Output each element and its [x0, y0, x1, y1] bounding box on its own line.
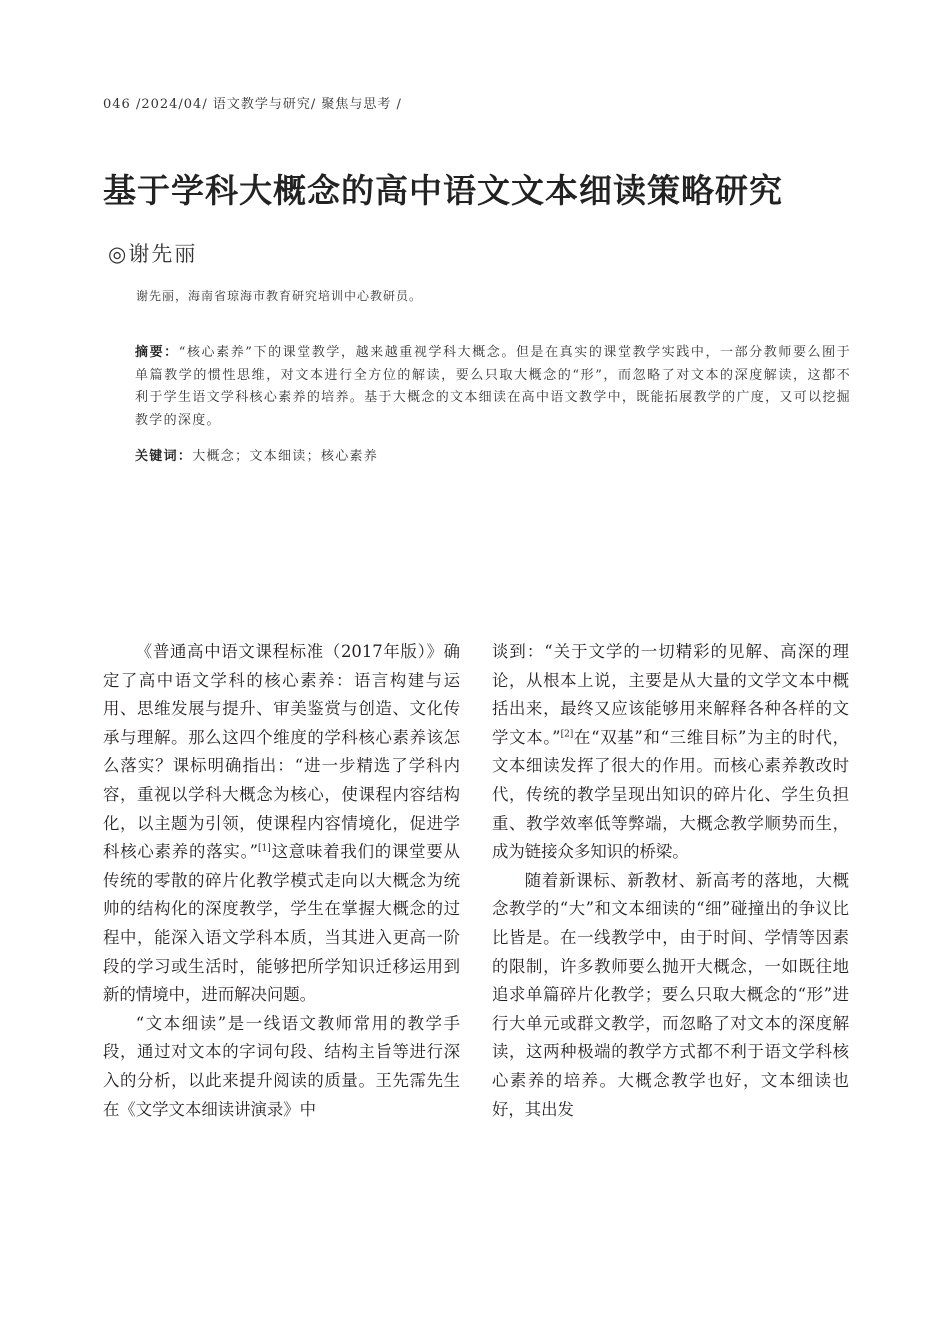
abstract-label: 摘要：: [135, 345, 179, 360]
keywords: [135, 445, 378, 464]
body-paragraph: [492, 638, 849, 867]
citation-ref: [1]: [258, 843, 271, 854]
body-paragraph: 随着新课标、新教材、新高考的落地，大概念教学的“大”和文本细读的“细”碰撞出的争议比比皆是。在一线教学中，由于时间、学情等因素的限制，许多教师要么抛开大概念，一如既往地追求单篇碎片化教学；要么只取大概念的“形”进行大单元或群文教学，而忽略了对文本的深度解读，这两种极端的教学方式都不利于语文学科核心素养的培养。大概念教学也好，文本细读也好，其出发: [492, 870, 849, 1119]
author-name: ◎谢先丽: [108, 242, 198, 266]
paragraph-text: 谈到：“关于文学的一切精彩的见解、高深的理论，从根本上说，主要是从大量的文学文本中概括出来，最终又应该能够用来解释各种各样的文学文本。”: [492, 642, 849, 747]
body-paragraph: “文本细读”是一线语文教师常用的教学手段，通过对文本的字词句段、结构主旨等进行深入的分析，以此来提升阅读的质量。王先霈先生在《文学文本细读讲演录》中: [103, 1013, 460, 1119]
citation-ref: [2]: [560, 729, 574, 740]
paragraph-text: 这意味着我们的课堂要从传统的零散的碎片化教学模式走向以大概念为统帅的结构化的深度教学，学生在掌握大概念的过程中，能深入语文学科本质，当其进入更高一阶段的学习或生活时，能够把所学知识迁移运用到新的情境中，进而解决问题。: [103, 842, 460, 1005]
running-header: 046 /2024/04/ 语文教学与研究/ 聚焦与思考 /: [103, 97, 402, 112]
abstract: [103, 342, 851, 432]
body-paragraph: [103, 638, 460, 1010]
author-affiliation: 谢先丽，海南省琼海市教育研究培训中心教研员。: [136, 289, 423, 303]
body-column-left: [103, 638, 460, 1124]
paragraph-text: 《普通高中语文课程标准（2017年版）》确定了高中语文学科的核心素养：语言构建与运用、思维发展与提升、审美鉴赏与创造、文化传承与理解。那么这四个维度的学科核心素养该怎么落实？课标明确指出：“进一步精选了学科内容，重视以学科大概念为核心，使课程内容结构化，以主题为引领，使课程内容情境化，促进学科核心素养的落实。”: [103, 642, 460, 862]
article-title: 基于学科大概念的高中语文文本细读策略研究: [103, 171, 783, 210]
keywords-text: 大概念；文本细读；核心素养: [192, 449, 379, 464]
abstract-text: “核心素养”下的课堂教学，越来越重视学科大概念。但是在真实的课堂教学实践中，一部分教师要么囿于单篇教学的惯性思维，对文本进行全方位的解读，要么只取大概念的“形”，而忽略了对文本的深度解读，这都不利于学生语文学科核心素养的培养。基于大概念的文本细读在高中语文教学中，既能拓展教学的广度，又可以挖掘教学的深度。: [135, 345, 851, 428]
keywords-label: 关键词：: [135, 449, 193, 464]
body-column-right: [492, 638, 849, 1124]
paragraph-text: 在“双基”和“三维目标”为主的时代，文本细读发挥了很大的作用。而核心素养教改时代，传统的教学呈现出知识的碎片化、学生负担重、教学效率低等弊端，大概念教学顺势而生，成为链接众多知识的桥梁。: [492, 727, 849, 862]
